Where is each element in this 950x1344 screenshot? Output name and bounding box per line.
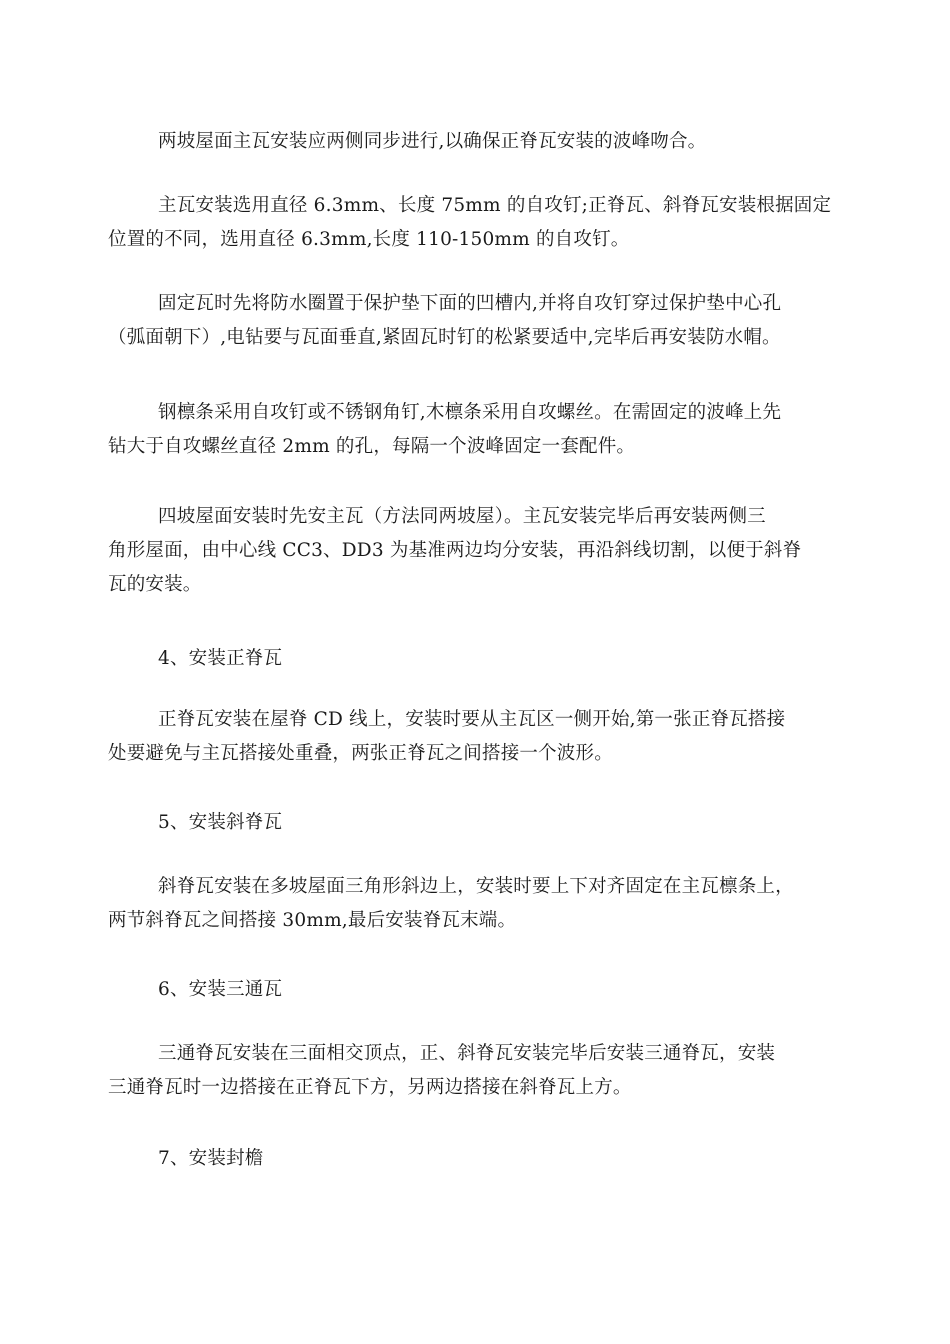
paragraph-2	[108, 189, 843, 257]
paragraph-6	[108, 703, 843, 771]
section-heading: 4、安装正脊瓦	[158, 648, 283, 669]
paragraph-line: 正脊瓦安装在屋脊 CD 线上，安装时要从主瓦区一侧开始,第一张正脊瓦搭接	[158, 709, 786, 730]
paragraph-8	[108, 1037, 843, 1105]
paragraph-line: 位置的不同，选用直径 6.3mm,长度 110-150mm 的自攻钉。	[108, 229, 630, 250]
section-heading-4	[108, 642, 843, 676]
section-heading: 6、安装三通瓦	[158, 979, 283, 1000]
section-heading: 7、安装封檐	[158, 1148, 264, 1169]
paragraph-4	[108, 396, 843, 464]
paragraph-line: （弧面朝下）,电钻要与瓦面垂直,紧固瓦时钉的松紧要适中,完毕后再安装防水帽。	[108, 327, 781, 348]
section-heading-6	[108, 973, 843, 1007]
paragraph-line: 钻大于自攻螺丝直径 2mm 的孔，每隔一个波峰固定一套配件。	[108, 436, 636, 457]
paragraph-line: 钢檩条采用自攻钉或不锈钢角钉,木檩条采用自攻螺丝。在需固定的波峰上先	[158, 402, 782, 423]
paragraph-5	[108, 500, 843, 602]
paragraph-1	[108, 125, 843, 159]
paragraph-line: 主瓦安装选用直径 6.3mm、长度 75mm 的自攻钉;正脊瓦、斜脊瓦安装根据固定	[158, 195, 832, 216]
paragraph-line: 三通脊瓦时一边搭接在正脊瓦下方，另两边搭接在斜脊瓦上方。	[108, 1077, 632, 1098]
section-heading-5	[108, 806, 843, 840]
paragraph-line: 两坡屋面主瓦安装应两侧同步进行,以确保正脊瓦安装的波峰吻合。	[158, 131, 707, 152]
section-heading: 5、安装斜脊瓦	[158, 812, 283, 833]
paragraph-line: 瓦的安装。	[108, 574, 202, 595]
paragraph-7	[108, 870, 843, 938]
paragraph-line: 两节斜脊瓦之间搭接 30mm,最后安装脊瓦末端。	[108, 910, 517, 931]
paragraph-line: 固定瓦时先将防水圈置于保护垫下面的凹槽内,并将自攻钉穿过保护垫中心孔	[158, 293, 782, 314]
paragraph-line: 四坡屋面安装时先安主瓦（方法同两坡屋）。主瓦安装完毕后再安装两侧三	[158, 506, 766, 527]
paragraph-line: 角形屋面，由中心线 CC3、DD3 为基准两边均分安装，再沿斜线切割，以便于斜脊	[108, 540, 802, 561]
paragraph-line: 三通脊瓦安装在三面相交顶点，正、斜脊瓦安装完毕后安装三通脊瓦，安装	[158, 1043, 776, 1064]
paragraph-line: 斜脊瓦安装在多坡屋面三角形斜边上，安装时要上下对齐固定在主瓦檩条上，	[158, 876, 794, 897]
paragraph-line: 处要避免与主瓦搭接处重叠，两张正脊瓦之间搭接一个波形。	[108, 743, 613, 764]
paragraph-3	[108, 287, 843, 355]
section-heading-7	[108, 1142, 843, 1176]
